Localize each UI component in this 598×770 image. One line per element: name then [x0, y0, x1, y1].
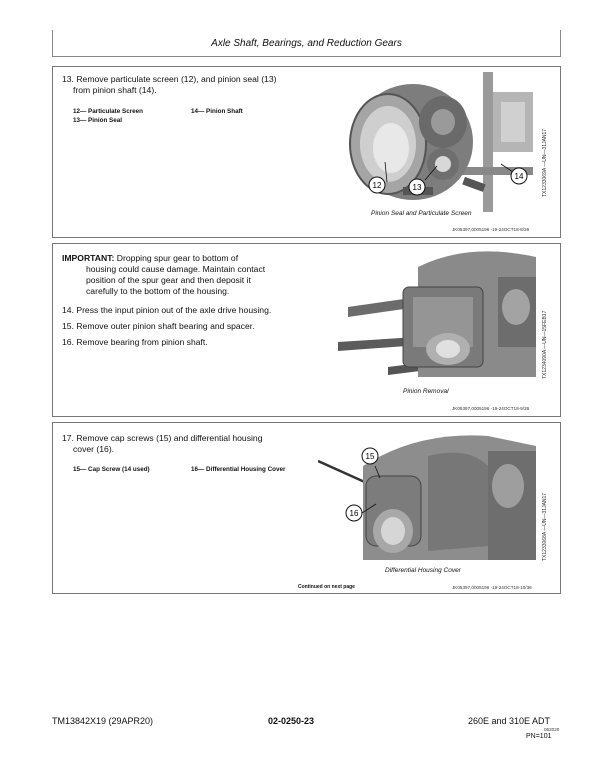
step-15: 15. Remove outer pinion shaft bearing and spacer. — [62, 321, 255, 331]
header-title: Axle Shaft, Bearings, and Reduction Gears — [211, 37, 402, 49]
step-17-line-1: 17. Remove cap screws (15) and differential housing — [62, 433, 263, 443]
important-text-1: Dropping spur gear to bottom of — [116, 253, 239, 263]
callout-16: 16 — [349, 509, 359, 518]
ref-3: JK05397,0005196 -19-24OCT18-10/36 — [452, 585, 532, 590]
step-14: 14. Press the input pinion out of the axle drive housing. — [62, 305, 272, 315]
step-17-line-2: cover (16). — [73, 444, 115, 454]
callout-15: 15 — [365, 452, 375, 461]
callout-12: 12 — [372, 181, 382, 190]
pinion-removal-photo — [318, 247, 536, 387]
footer-pn: PN=101 — [526, 733, 552, 740]
legend-13: 13— Pinion Seal — [73, 117, 122, 124]
legend-14: 14— Pinion Shaft — [191, 108, 243, 115]
ref-2: JK05397,0005196 -19-24OCT18-9/36 — [452, 406, 530, 411]
caption-pinion-removal: Pinion Removal — [403, 388, 449, 395]
callout-13: 13 — [412, 183, 422, 192]
section-step-13 — [52, 66, 561, 238]
image-id-2: TX1234090A —UN—15FEB17 — [542, 310, 548, 379]
legend-12: 12— Particulate Screen — [73, 108, 144, 115]
image-id-3: TX1233068A —UN—31JAN17 — [542, 492, 548, 561]
footer-tm-number: TM13842X19 (29APR20) — [52, 716, 154, 726]
pinion-seal-photo — [343, 72, 535, 212]
image-id-1: TX1233069A —UN—31JAN17 — [542, 128, 548, 197]
important-label: IMPORTANT: — [62, 253, 115, 263]
important-line-4: carefully to the bottom of the housing. — [86, 286, 230, 296]
step-13-line-2: from pinion shaft (14). — [73, 85, 157, 95]
callout-14: 14 — [514, 172, 524, 181]
step-13-line-1: 13. Remove particulate screen (12), and pinion seal (13) — [62, 74, 277, 84]
legend-16: 16— Differential Housing Cover — [191, 466, 286, 473]
footer-page-number: 02-0250-23 — [268, 716, 315, 726]
caption-pinion-seal: Pinion Seal and Particulate Screen — [371, 210, 472, 217]
important-line-3: position of the spur gear and then deposit it — [86, 275, 251, 285]
ref-1: JK05397,0005196 -19-24OCT18-8/36 — [452, 227, 530, 232]
differential-cover-photo — [318, 426, 536, 566]
step-16: 16. Remove bearing from pinion shaft. — [62, 337, 208, 347]
legend-15: 15— Cap Screw (14 used) — [73, 466, 150, 473]
continued-note: Continued on next page — [298, 584, 355, 590]
page-header — [52, 30, 561, 57]
important-line-2: housing could cause damage. Maintain contact — [86, 264, 266, 274]
footer-small-code: 062020 — [544, 727, 560, 732]
important-line-1 — [62, 253, 238, 264]
section-steps-14-16 — [52, 243, 561, 417]
footer-model: 260E and 310E ADT — [468, 716, 551, 726]
caption-differential-cover: Differential Housing Cover — [385, 567, 461, 574]
section-step-17 — [52, 422, 561, 594]
